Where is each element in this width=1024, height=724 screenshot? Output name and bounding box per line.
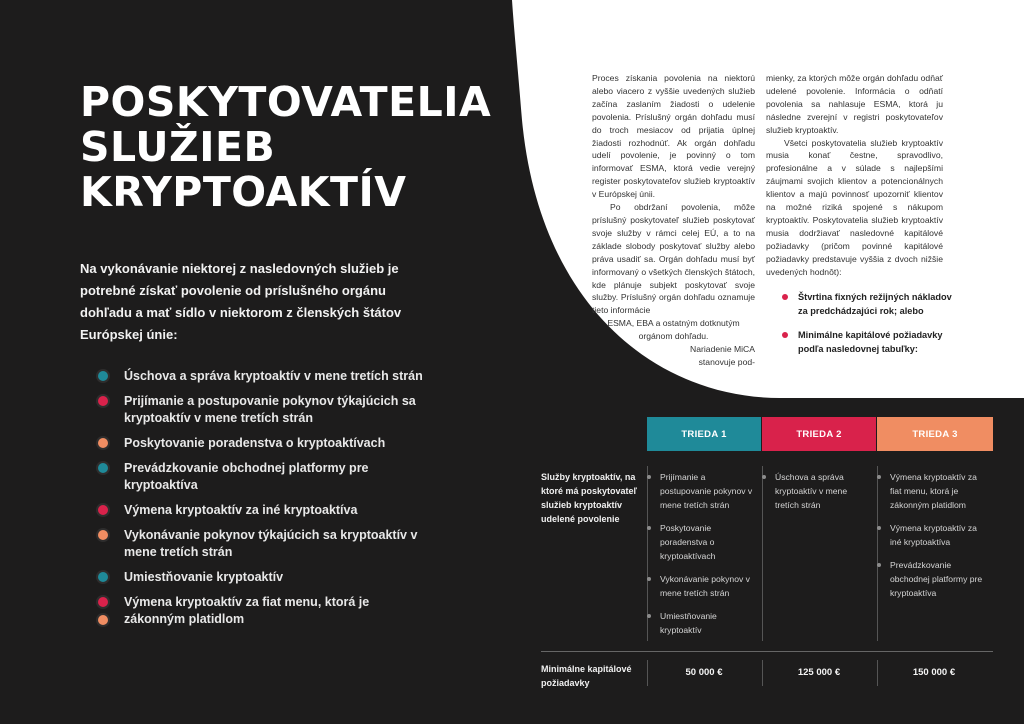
table-header-class-2: TRIEDA 2 [762, 417, 876, 451]
bullet-icon-secondary [98, 615, 108, 625]
title-line-1: POSKYTOVATELIA [80, 78, 492, 126]
bullet-icon [877, 563, 881, 567]
cell-text: Vykonávanie pokynov v mene tretích strán [660, 574, 750, 598]
title-line-2: SLUŽIEB [80, 123, 276, 171]
service-text: Poskytovanie poradenstva o kryptoaktívach [124, 436, 386, 450]
bullet-icon [647, 577, 651, 581]
requirement-text: Minimálne kapitálové požiadavky podľa nasledovnej tabuľky: [798, 330, 943, 354]
list-item [877, 558, 987, 600]
bullet-icon [877, 526, 881, 530]
bullet-icon [647, 475, 651, 479]
bullet-icon [98, 530, 108, 540]
service-item [98, 569, 428, 586]
class-3-services [877, 470, 987, 609]
service-item [98, 435, 428, 452]
service-text: Prevádzkovanie obchodnej platformy pre kryptoaktíva [124, 461, 369, 492]
requirements-list [782, 290, 952, 366]
paragraph: Všetci poskytovatelia služieb kryptoaktív musia konať čestne, spravodlivo, profesionálne a v súlade s najlepšími záujmami svojich klientov a potencionálnych klientov a majú povinnosť upozorniť klientov na možné riziká spojené s nákupom kryptoaktív. Poskytovatelia služieb kryptoaktív musia dodržiavať nasledovné kapitálové požiadavky (pričom povinné kapitálové požiadavky predstavuje vyššia z dvoch nižšie uvedených hodnôt): [766, 137, 943, 277]
service-text: Výmena kryptoaktív za iné kryptoaktíva [124, 503, 358, 517]
requirement-text: Štvrtina fixných režijných nákladov za predchádzajúci rok; alebo [798, 292, 952, 316]
list-item [877, 470, 987, 512]
paragraph: ESMA, EBA a ostatným dotknutým orgánom dohľadu. [607, 318, 740, 342]
service-text: Úschova a správa kryptoaktív v mene tretích strán [124, 369, 423, 383]
table-divider [541, 651, 993, 652]
service-item [98, 368, 428, 385]
bullet-icon [98, 572, 108, 582]
paragraph: mienky, za ktorých môže orgán dohľadu odňať udelené povolenie. Informácia o odňatí povolenia sa nahlasuje ESMA, ktorá ju následne zverejní v registri poskytovateľov služieb kryptoaktív. [766, 73, 943, 135]
list-item [647, 521, 755, 563]
service-text: Umiestňovanie kryptoaktív [124, 570, 284, 584]
amount-class-2: 125 000 € [797, 667, 841, 678]
list-item [647, 470, 755, 512]
bullet-icon [98, 396, 108, 406]
cell-text: Prevádzkovanie obchodnej platformy pre kryptoaktíva [890, 560, 983, 598]
cell-text: Výmena kryptoaktív za fiat menu, ktorá je zákonným platidlom [890, 472, 977, 510]
amount-class-1: 50 000 € [685, 667, 723, 678]
cell-text: Prijímanie a postupovanie pokynov v mene tretích strán [660, 472, 753, 510]
paragraph-fragment: Nariadenie MiCA [690, 344, 755, 355]
body-column-1 [592, 72, 755, 369]
bullet-icon [647, 614, 651, 618]
list-item [762, 470, 870, 512]
service-item [98, 393, 428, 427]
body-column-2 [766, 72, 943, 279]
bullet-icon [98, 597, 108, 607]
class-2-services [762, 470, 870, 521]
bullet-icon [98, 505, 108, 515]
amount-class-3: 150 000 € [912, 667, 956, 678]
bullet-icon [98, 463, 108, 473]
paragraph: Proces získania povolenia na niektorú alebo viacero z vyššie uvedených služieb začína zaslaním žiadosti o udelenie povolenia. Príslušný orgán dohľadu musí do troch mesiacov od prijatia úplnej žiadosti rozhodnúť. Ak orgán dohľadu udelí povolenie, je povinný o tom informovať ESMA, ktorá vedie verejný register poskytovateľov služieb kryptoaktív v Európskej únii. [592, 73, 755, 200]
row-label-services: Služby kryptoaktív, na ktoré má poskytovateľ služieb kryptoaktív udelené povolenie [541, 472, 638, 524]
cell-text: Poskytovanie poradenstva o kryptoaktívach [660, 523, 716, 561]
class-1-services [647, 470, 755, 646]
page-title [80, 80, 491, 215]
service-text: Výmena kryptoaktív za fiat menu, ktorá je zákonným platidlom [124, 595, 370, 626]
row-label-capital: Minimálne kapitálové požiadavky [541, 664, 632, 688]
service-item [98, 594, 428, 628]
requirement-item [782, 328, 952, 356]
list-item [647, 609, 755, 637]
bullet-icon [98, 438, 108, 448]
paragraph-fragment: stanovuje pod- [698, 356, 755, 367]
paragraph: Po obdržaní povolenia, môže príslušný poskytovateľ služieb poskytovať svoje služby v rámci celej EÚ, a to na základe slobody poskytovať služby alebo práva usadiť sa. Orgán dohľadu musí byť informovaný o všetkých členských štátoch, kde plánuje subjekt poskytovať svoje služby. Príslušný orgán dohľadu oznamuje tieto informácie [592, 202, 755, 316]
cell-text: Výmena kryptoaktív za iné kryptoaktíva [890, 523, 977, 547]
list-item [647, 572, 755, 600]
list-item [877, 521, 987, 549]
service-item [98, 460, 428, 494]
requirement-item [782, 290, 952, 318]
bullet-icon [877, 475, 881, 479]
intro-text: Na vykonávanie niektorej z nasledovných služieb je potrebné získať povolenie od príslušného orgánu dohľadu a mať sídlo v niektorom z členských štátov Európskej únie: [80, 261, 402, 342]
cell-text: Úschova a správa kryptoaktív v mene tretích strán [775, 472, 848, 510]
bullet-icon [647, 526, 651, 530]
table-header-class-3: TRIEDA 3 [877, 417, 993, 451]
bullet-icon [782, 294, 788, 300]
title-line-3: KRYPTOAKTÍV [80, 168, 407, 216]
services-list [98, 368, 428, 636]
service-item [98, 502, 428, 519]
cell-text: Umiestňovanie kryptoaktív [660, 611, 717, 635]
bullet-icon [782, 332, 788, 338]
service-item [98, 527, 428, 561]
table-header-class-1: TRIEDA 1 [647, 417, 761, 451]
bullet-icon [98, 371, 108, 381]
bullet-icon [762, 475, 766, 479]
service-text: Prijímanie a postupovanie pokynov týkajúcich sa kryptoaktív v mene tretích strán [124, 394, 416, 425]
service-text: Vykonávanie pokynov týkajúcich sa kryptoaktív v mene tretích strán [124, 528, 418, 559]
